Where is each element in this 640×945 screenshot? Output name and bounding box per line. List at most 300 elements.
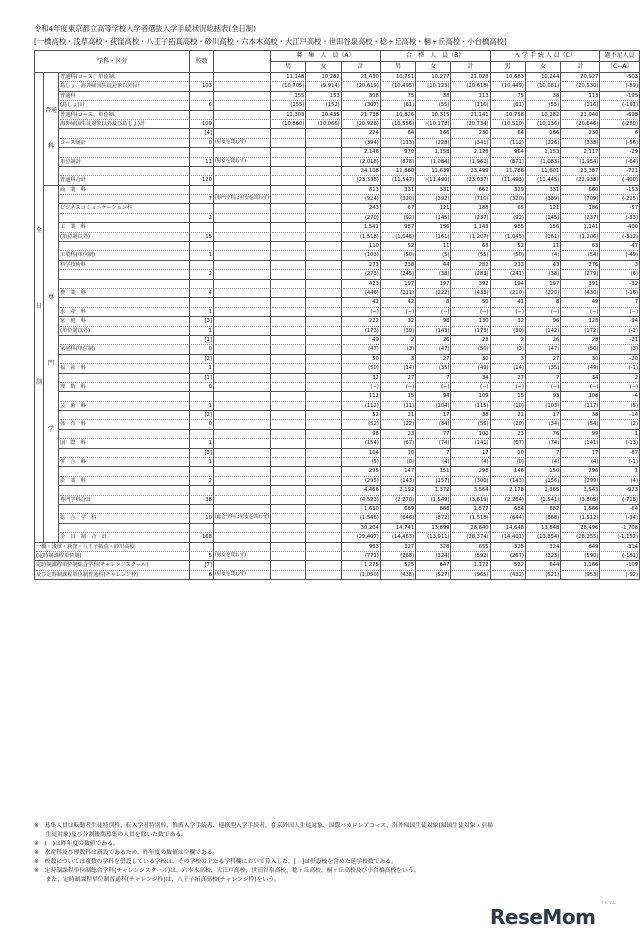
current-value	[272, 449, 304, 458]
current-value: 43	[527, 261, 559, 270]
school-count-prefix	[191, 392, 211, 401]
previous-value	[307, 496, 339, 504]
value-cell	[271, 429, 306, 448]
previous-value: (220)	[545, 289, 560, 296]
value-cell	[525, 166, 560, 185]
previous-value: (10,123)	[427, 83, 450, 90]
subject-name	[59, 91, 190, 110]
current-value: 2,117	[562, 148, 598, 157]
school-count	[190, 166, 213, 185]
current-value: 10,315	[417, 111, 449, 120]
current-value: 44	[417, 261, 449, 270]
current-value: 38	[527, 92, 559, 101]
current-value	[272, 543, 304, 552]
value-cell	[416, 373, 451, 392]
value-cell	[561, 91, 600, 110]
current-value: 222	[343, 317, 379, 326]
school-count-value: 7	[208, 196, 212, 203]
current-value: 963	[343, 543, 379, 552]
value-cell	[561, 223, 600, 242]
value-cell	[341, 129, 380, 148]
previous-value	[307, 214, 339, 222]
current-value: -47	[601, 242, 638, 251]
previous-value: (-215)	[622, 196, 638, 203]
current-value: 230	[562, 129, 598, 138]
school-count-value: 120	[201, 177, 212, 184]
previous-value: (161)	[545, 233, 560, 240]
current-value: 153	[307, 92, 339, 101]
current-value: 27	[417, 355, 449, 364]
value-cell	[380, 242, 415, 261]
previous-value: (49)	[587, 365, 599, 372]
school-count	[190, 335, 213, 354]
value-cell	[525, 317, 560, 336]
value-cell	[416, 504, 451, 523]
previous-value: (112)	[364, 402, 379, 409]
row-note	[213, 260, 270, 279]
current-value: 23,499	[452, 167, 488, 176]
value-cell	[341, 298, 380, 317]
current-value: 328	[417, 543, 449, 552]
row-note-spacer	[215, 449, 269, 458]
school-count	[190, 260, 213, 279]
current-value: 21,028	[452, 73, 488, 82]
value-cell	[561, 73, 600, 92]
value-cell	[271, 148, 306, 167]
row-note	[213, 91, 270, 110]
value-cell	[525, 448, 560, 467]
value-cell	[306, 411, 341, 430]
current-value: 331	[382, 186, 414, 195]
current-value: 308	[343, 92, 379, 101]
current-value: 689	[382, 505, 414, 514]
previous-value: (-49)	[625, 252, 638, 259]
note-line: ※ 定時制課程単位制総合学科(チャレンジスクール)は、六本木高校、大江戸高校、世田谷泉高校、稔ヶ丘高校、桐ヶ丘高校及び小台橋高校をいう。	[34, 868, 420, 874]
value-cell	[561, 260, 600, 279]
school-count-value: 15	[205, 233, 212, 240]
table-row	[35, 260, 640, 279]
value-cell	[451, 260, 490, 279]
header-female: 女	[306, 62, 341, 73]
current-value: 24,108	[343, 167, 379, 176]
value-cell	[341, 486, 380, 505]
previous-value	[272, 214, 304, 222]
current-value: 10,758	[492, 111, 524, 120]
value-cell	[451, 298, 490, 317]
current-value	[272, 336, 304, 345]
row-note-text	[215, 308, 269, 316]
previous-value: (-400)	[622, 177, 638, 184]
value-cell	[525, 561, 560, 580]
previous-value: (−)	[370, 308, 379, 315]
current-value	[307, 524, 339, 533]
current-value	[272, 411, 304, 420]
previous-value: (438)	[400, 571, 415, 578]
value-cell	[380, 148, 415, 167]
row-note-spacer	[215, 280, 269, 289]
value-cell	[490, 542, 525, 561]
subject-name-line: 商 業 科	[60, 186, 188, 195]
school-count-value: 1	[208, 308, 212, 315]
school-count-value: 1	[208, 327, 212, 334]
current-value: 1	[601, 467, 638, 476]
value-cell	[600, 523, 640, 542]
previous-value: (11)	[403, 402, 415, 409]
previous-value	[272, 552, 304, 560]
subject-name-line: 家庭科(単位制)	[60, 346, 96, 353]
previous-value: (924)	[364, 196, 379, 203]
previous-value: (11,547)	[391, 177, 415, 184]
value-cell	[525, 129, 560, 148]
current-value: 38	[417, 92, 449, 101]
value-cell	[341, 561, 380, 580]
school-count	[190, 185, 213, 204]
table-row	[35, 148, 640, 167]
previous-value: (116)	[474, 102, 489, 109]
subject-name	[59, 298, 190, 317]
row-note	[213, 429, 270, 448]
previous-value: (1,083)	[540, 158, 560, 165]
current-value: 166	[527, 129, 559, 138]
current-value: 329	[492, 186, 524, 195]
value-cell	[341, 317, 380, 336]
header-recruit: 募 集 人 員（A）	[271, 51, 381, 62]
previous-value	[272, 420, 304, 428]
previous-value: (23,037)	[466, 177, 489, 184]
school-count-value: 2	[208, 214, 212, 221]
previous-value	[307, 383, 339, 391]
value-cell	[600, 223, 640, 242]
current-value: 52	[343, 411, 379, 420]
current-value: 28,496	[562, 524, 598, 533]
school-count-value: 168	[201, 534, 212, 541]
previous-value: (9,914)	[320, 83, 340, 90]
value-cell	[306, 373, 341, 392]
current-value: -721	[601, 167, 638, 176]
current-value: 1,143	[452, 223, 488, 232]
current-value	[272, 505, 304, 514]
current-value: 11,148	[272, 73, 304, 82]
current-value	[307, 298, 339, 307]
value-cell	[271, 411, 306, 430]
previous-value	[272, 195, 304, 203]
subject-name-line: 定時制課程単位制総合学科(チャレンジスクール)	[36, 561, 188, 570]
previous-value: (10,178)	[427, 120, 450, 127]
previous-value: (2,018)	[359, 158, 379, 165]
value-cell	[451, 148, 490, 167]
value-cell	[490, 73, 525, 92]
current-value	[307, 204, 339, 213]
current-value: 8	[417, 298, 449, 307]
value-cell	[490, 129, 525, 148]
current-value: 15	[492, 392, 524, 401]
previous-value: (−)	[629, 308, 638, 315]
row-note-spacer	[215, 148, 269, 157]
current-value	[307, 411, 339, 420]
row-note	[213, 373, 270, 392]
previous-value: (1,962)	[469, 158, 489, 165]
previous-value	[307, 458, 339, 466]
previous-value: (320)	[400, 196, 415, 203]
value-cell	[380, 73, 415, 92]
subject-name-line: 普通科	[60, 92, 188, 101]
previous-value: (−)	[550, 308, 560, 315]
value-cell	[451, 542, 490, 561]
school-count	[190, 110, 213, 129]
value-cell	[600, 185, 640, 204]
value-cell	[525, 204, 560, 223]
value-cell	[306, 335, 341, 354]
value-cell	[525, 298, 560, 317]
vertical-label: 普通	[45, 106, 58, 114]
value-cell	[306, 354, 341, 373]
previous-value	[307, 327, 339, 335]
value-cell	[341, 392, 380, 411]
current-value: 28	[562, 336, 598, 345]
value-cell	[341, 242, 380, 261]
value-cell	[451, 504, 490, 523]
value-cell	[416, 260, 451, 279]
previous-value: (299)	[584, 477, 599, 484]
current-value: 21,738	[343, 111, 379, 120]
previous-value: (154)	[364, 440, 379, 447]
current-value: 113	[562, 92, 598, 101]
subject-name-line: 工業科(単位制)	[60, 252, 96, 259]
table-row	[35, 298, 640, 317]
value-cell	[380, 298, 415, 317]
row-note-spacer	[215, 561, 269, 570]
current-value: 98	[343, 430, 379, 439]
row-note-spacer	[215, 298, 269, 307]
value-cell	[600, 354, 640, 373]
value-cell	[306, 523, 341, 542]
value-cell	[561, 204, 600, 223]
subject-name	[59, 223, 190, 242]
subject-name-line: 及び定時制課程単位制普通科(チャレンジ枠)	[36, 571, 139, 578]
school-count-value: 1	[208, 402, 212, 409]
previous-value: (38)	[438, 271, 450, 278]
previous-value: (-1)	[628, 459, 638, 466]
value-cell	[380, 486, 415, 505]
current-value: 6	[601, 129, 638, 138]
current-value: 197	[382, 280, 414, 289]
value-cell	[561, 110, 600, 129]
current-value: 32	[492, 317, 524, 326]
row-note-spacer	[215, 392, 269, 401]
table-row	[35, 110, 640, 129]
subject-name	[59, 392, 190, 411]
current-value: 813	[343, 186, 379, 195]
table-row	[35, 561, 640, 580]
previous-value: (872)	[435, 515, 450, 522]
value-cell	[561, 542, 600, 561]
subject-name	[59, 185, 190, 204]
header-total: 計	[561, 62, 600, 73]
row-note-text	[215, 420, 269, 428]
current-value: 644	[527, 561, 559, 570]
row-note	[213, 561, 270, 580]
value-cell	[306, 148, 341, 167]
row-note	[213, 73, 270, 92]
current-value	[307, 167, 339, 176]
current-value: 964	[492, 148, 524, 157]
value-cell	[306, 429, 341, 448]
value-cell	[561, 185, 600, 204]
value-cell	[380, 279, 415, 298]
value-cell	[525, 148, 560, 167]
current-value: 156	[417, 223, 449, 232]
school-count	[190, 448, 213, 467]
value-cell	[561, 335, 600, 354]
row-note-spacer	[215, 374, 269, 383]
note-line: ※ 水産科及び理数科は新設であるため、昨年度の数値は空欄である。	[34, 850, 219, 856]
previous-value: (392)	[435, 196, 450, 203]
subject-name-line: 国 際 科	[60, 440, 86, 447]
value-cell	[490, 279, 525, 298]
previous-value: (1,549)	[430, 496, 450, 503]
current-value: 194	[492, 280, 524, 289]
current-value: 10	[382, 449, 414, 458]
current-value: 655	[452, 543, 488, 552]
value-cell	[271, 110, 306, 129]
current-value: 23	[382, 430, 414, 439]
current-value: 331	[527, 186, 559, 195]
current-value	[307, 449, 339, 458]
value-cell	[561, 486, 600, 505]
row-note	[213, 298, 270, 317]
vertical-label: 日	[36, 303, 43, 311]
previous-value: (-181)	[622, 552, 638, 559]
value-cell	[490, 486, 525, 505]
table-row	[35, 467, 640, 486]
previous-value: (−)	[441, 308, 450, 315]
previous-value: (67)	[403, 440, 415, 447]
school-count-value: 2	[208, 477, 212, 484]
value-cell	[600, 448, 640, 467]
subject-name	[59, 354, 190, 373]
value-cell	[561, 429, 600, 448]
previous-value	[307, 552, 339, 560]
previous-value: (226)	[545, 139, 560, 146]
current-value: -64	[601, 505, 638, 514]
value-cell	[306, 185, 341, 204]
row-note-spacer	[215, 242, 269, 251]
header-pass: 合 格 人 員（B）	[380, 51, 490, 62]
previous-value: (6)	[630, 271, 638, 278]
current-value	[272, 242, 304, 251]
previous-value	[272, 289, 304, 297]
current-value: 32	[382, 317, 414, 326]
current-value: 8	[527, 298, 559, 307]
row-note-text	[215, 82, 269, 90]
current-value	[272, 261, 304, 270]
previous-value: (52)	[368, 421, 379, 428]
value-cell	[490, 335, 525, 354]
row-note-text	[215, 270, 269, 278]
previous-value: (35)	[438, 365, 450, 372]
value-cell	[525, 354, 560, 373]
value-cell	[490, 392, 525, 411]
value-cell	[600, 242, 640, 261]
row-note-text	[215, 101, 269, 109]
header-male: 男	[380, 62, 415, 73]
current-value: 49	[343, 336, 379, 345]
value-cell	[561, 523, 600, 542]
value-cell	[341, 335, 380, 354]
header-male: 男	[271, 62, 306, 73]
previous-value: (145)	[435, 214, 450, 221]
row-note-text	[215, 233, 269, 241]
school-count	[190, 317, 213, 336]
school-count-prefix	[191, 242, 211, 251]
current-value: 423	[343, 280, 379, 289]
previous-value: (13,854)	[537, 534, 560, 541]
previous-value: (2)	[630, 421, 638, 428]
row-note-spacer	[215, 129, 269, 138]
value-cell	[490, 411, 525, 430]
subject-name	[59, 429, 190, 448]
previous-value	[272, 383, 304, 391]
previous-value: (527)	[435, 571, 450, 578]
vertical-label: 門	[48, 359, 55, 367]
previous-value	[272, 496, 304, 504]
school-count-prefix: [3]	[191, 449, 211, 458]
previous-value	[307, 402, 339, 410]
note-line: また、定時制課程単位制普通科(チャレンジ枠)は、八王子拓真高校(チャレンジ枠)をいう。	[34, 877, 280, 883]
previous-value	[307, 571, 339, 579]
previous-value	[307, 345, 339, 353]
subject-name-line: 工 業 科	[60, 223, 188, 232]
previous-value	[307, 195, 339, 203]
current-value	[272, 486, 304, 495]
value-cell	[561, 411, 600, 430]
value-cell	[525, 373, 560, 392]
current-value: 197	[417, 280, 449, 289]
previous-value: (67)	[513, 440, 524, 447]
value-cell	[416, 317, 451, 336]
current-value: 2,178	[492, 486, 524, 495]
previous-value: (47)	[368, 346, 379, 353]
value-cell	[341, 223, 380, 242]
current-value: 30,204	[343, 524, 379, 533]
current-value	[272, 430, 304, 439]
previous-value: (143)	[435, 327, 450, 334]
current-value: 295	[343, 467, 379, 476]
current-value: 1,153	[527, 148, 559, 157]
previous-value: (10)	[513, 402, 524, 409]
row-note	[213, 317, 270, 336]
school-count-prefix	[191, 92, 211, 101]
row-note-spacer	[215, 317, 269, 326]
previous-value: (5)	[630, 402, 638, 409]
previous-value: (283)	[474, 271, 489, 278]
row-note-spacer	[215, 167, 269, 176]
subject-name-line	[60, 374, 188, 383]
value-cell	[451, 354, 490, 373]
school-count-prefix	[191, 261, 211, 270]
previous-value: (55)	[477, 252, 489, 259]
row-note-text	[215, 477, 269, 485]
subject-name-line	[60, 298, 188, 307]
value-cell	[416, 91, 451, 110]
previous-value: (433)	[474, 289, 489, 296]
current-value: 1,172	[452, 561, 488, 570]
previous-value: (-64)	[625, 158, 638, 165]
subject-name-line: 併 合 科	[60, 459, 86, 466]
previous-value	[272, 270, 304, 278]
current-value: 30	[452, 355, 488, 364]
previous-value: (20,646)	[576, 120, 599, 127]
